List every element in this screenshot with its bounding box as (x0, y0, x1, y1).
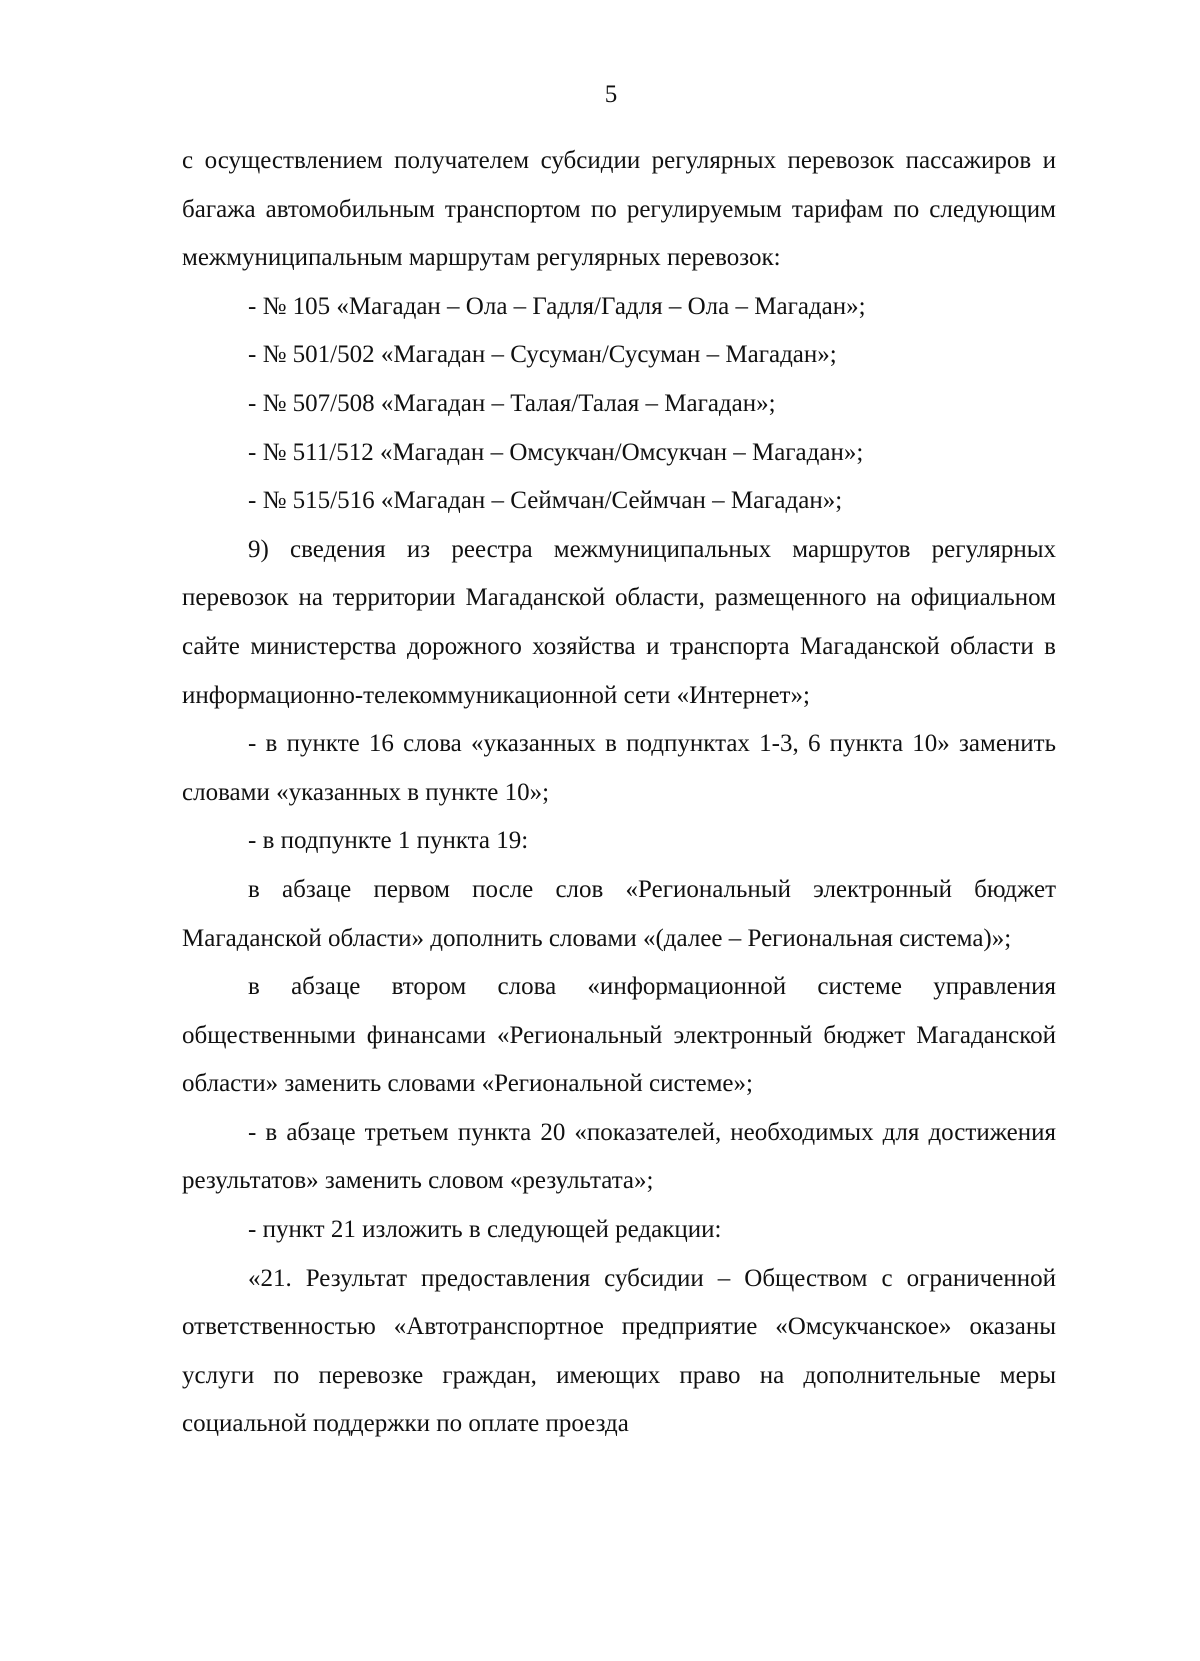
paragraph-clause-19-first: в абзаце первом после слов «Региональный электронный бюджет Магаданской области» дополнить словами «(далее – Региональная система)»; (182, 875, 1056, 952)
route-item-501-502: - № 501/502 «Магадан – Сусуман/Сусуман – Магадан»; (248, 341, 837, 369)
route-item-511-512: - № 511/512 «Магадан – Омсукчан/Омсукчан – Магадан»; (248, 438, 864, 466)
paragraph-routes-intro: с осуществлением получателем субсидии регулярных перевозок пассажиров и багажа автомобильным транспортом по регулируемым тарифам по следующим межмуниципальным маршрутам регулярных перевозок: (182, 147, 1056, 272)
paragraph-clause-19-second: в абзаце втором слова «информационной системе управления общественными финансами «Региональный электронный бюджет Магаданской области» заменить словами «Региональной системе»; (182, 973, 1056, 1098)
document-body (182, 137, 1056, 1449)
page-number: 5 (604, 81, 618, 108)
paragraph-clause-20: - в абзаце третьем пункта 20 «показателей, необходимых для достижения результатов» заменить словом «результата»; (182, 1118, 1056, 1195)
paragraph-clause-19-heading: - в подпункте 1 пункта 19: (248, 827, 529, 855)
route-item-507-508: - № 507/508 «Магадан – Талая/Талая – Магадан»; (248, 389, 776, 417)
paragraph-registry-info: 9) сведения из реестра межмуниципальных маршрутов регулярных перевозок на территории Магаданской области, размещенного на официальном сайте министерства дорожного хозяйства и транспорта Магаданской области в информационно-телекоммуникационной сети «Интернет»; (182, 535, 1056, 709)
route-item-515-516: - № 515/516 «Магадан – Сеймчан/Сеймчан – Магадан»; (248, 487, 843, 515)
paragraph-clause-21-text: «21. Результат предоставления субсидии – Обществом с ограниченной ответственностью «Автотранспортное предприятие «Омсукчанское» оказаны услуги по перевозке граждан, имеющих право на дополнительные меры социальной поддержки по оплате проезда (182, 1264, 1056, 1438)
route-item-105: - № 105 «Магадан – Ола – Гадля/Гадля – Ола – Магадан»; (248, 292, 866, 320)
paragraph-clause-21-heading: - пункт 21 изложить в следующей редакции: (248, 1216, 722, 1244)
paragraph-clause-16: - в пункте 16 слова «указанных в подпунктах 1-3, 6 пункта 10» заменить словами «указанных в пункте 10»; (182, 730, 1056, 806)
